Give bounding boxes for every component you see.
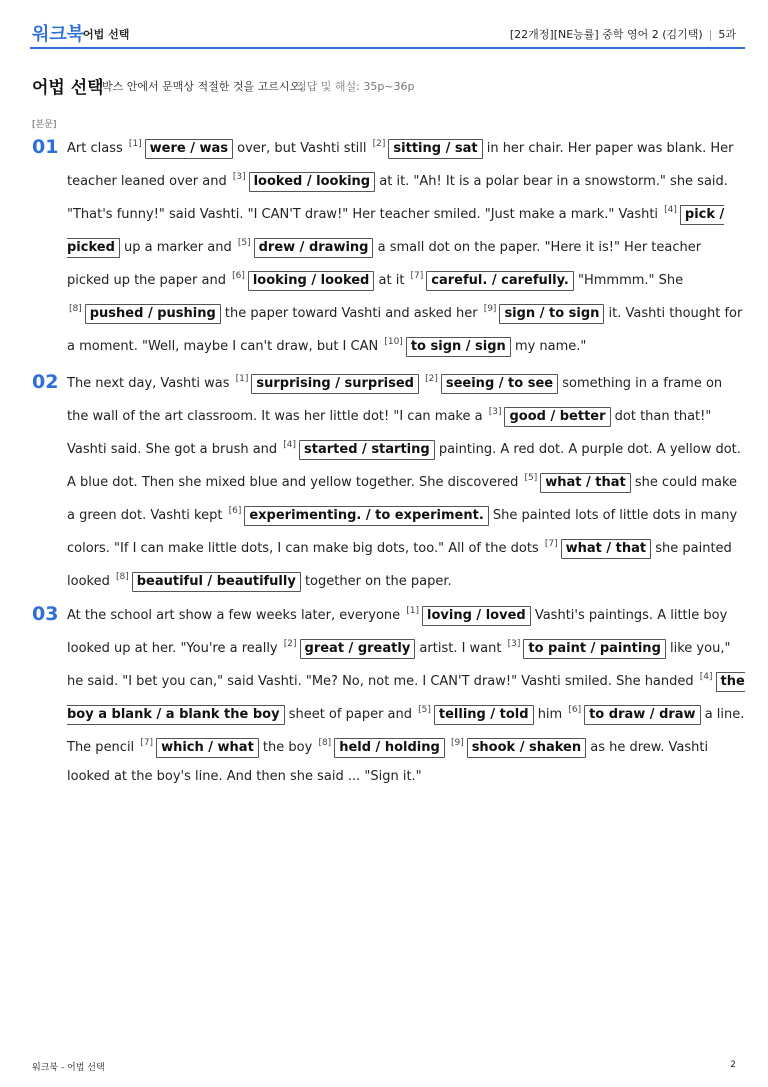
passage-text: painting. A red dot. A purple dot. A yellow dot. A blue dot. Then she mixed blue and yellow together. She discovered bbox=[67, 442, 741, 490]
passage-number-03: 03 bbox=[32, 603, 59, 625]
blank-number: [1] bbox=[128, 139, 142, 149]
blank-number: [5] bbox=[524, 473, 538, 483]
choice-box[interactable]: experimenting. / to experiment. bbox=[244, 506, 488, 526]
blank-number: [6] bbox=[568, 705, 582, 715]
passage-text: in her chair. Her paper was blank. Her teacher leaned over and bbox=[67, 141, 734, 189]
choice-box[interactable]: great / greatly bbox=[300, 639, 416, 659]
lesson-label: 5과 bbox=[718, 28, 736, 41]
passage-02 bbox=[67, 365, 747, 596]
passage-text: she painted looked bbox=[67, 541, 732, 589]
passage-text: artist. I want bbox=[415, 641, 506, 656]
page-number: 2 bbox=[730, 1060, 736, 1070]
blank-number: [5] bbox=[418, 705, 431, 715]
blank-number: [2] bbox=[372, 139, 386, 149]
blank-number: [4] bbox=[699, 672, 713, 682]
choice-box[interactable]: looking / looked bbox=[248, 271, 375, 291]
passage-text: She painted lots of little dots in many colors. "If I can make little dots, I can make big dots, too." All of the dots bbox=[67, 508, 738, 556]
book-title: [22개정][NE능률] 중학 영어 2 (김기택) bbox=[509, 28, 703, 41]
passage-text: she could make a green dot. Vashti kept bbox=[67, 475, 738, 523]
passage-text bbox=[445, 740, 449, 755]
passage-number-01: 01 bbox=[32, 136, 59, 158]
choice-box[interactable]: pushed / pushing bbox=[85, 304, 221, 324]
choice-box[interactable]: telling / told bbox=[434, 705, 534, 725]
passage-text: up a marker and bbox=[119, 240, 236, 255]
blank-number: [3] bbox=[232, 172, 246, 182]
passage-text: At the school art show a few weeks later, everyone bbox=[67, 608, 405, 623]
passage-text: Vashti's paintings. A little boy looked up at her. "You're a really bbox=[67, 608, 728, 656]
text-tag: [본문] bbox=[32, 120, 57, 130]
choice-box[interactable]: started / starting bbox=[299, 440, 435, 460]
blank-number: [6] bbox=[228, 506, 242, 516]
choice-box[interactable]: held / holding bbox=[334, 738, 445, 758]
passage-text: as he drew. Vashti looked at the boy's line. And then she said ... "Sign it." bbox=[67, 740, 709, 784]
passage-text: him bbox=[533, 707, 567, 722]
choice-box[interactable]: sitting / sat bbox=[388, 139, 482, 159]
answer-reference: 정답 및 해설: 35p~36p bbox=[296, 80, 415, 93]
choice-box[interactable]: good / better bbox=[504, 407, 610, 427]
book-info bbox=[510, 26, 736, 42]
choice-box[interactable]: the boy a blank / a blank the boy bbox=[67, 672, 745, 725]
blank-number: [4] bbox=[664, 205, 677, 215]
header-divider bbox=[30, 47, 745, 49]
passage-text bbox=[419, 376, 423, 391]
blank-number: [3] bbox=[488, 407, 502, 417]
choice-box[interactable]: drew / drawing bbox=[254, 238, 374, 258]
passage-text: Art class bbox=[67, 141, 127, 156]
passage-text: something in a frame on the wall of the art classroom. It was her little dot! "I can make a bbox=[67, 376, 723, 424]
choice-box[interactable]: careful. / carefully. bbox=[426, 271, 574, 291]
blank-number: [9] bbox=[483, 304, 497, 314]
blank-number: [3] bbox=[507, 639, 521, 649]
blank-number: [9] bbox=[450, 738, 464, 748]
choice-box[interactable]: which / what bbox=[156, 738, 259, 758]
choice-box[interactable]: surprising / surprised bbox=[251, 374, 419, 394]
passage-text: my name." bbox=[510, 339, 587, 354]
blank-number: [8] bbox=[318, 738, 332, 748]
blank-number: [7] bbox=[544, 539, 558, 549]
footer-label: 워크북 - 어법 선택 bbox=[32, 1063, 105, 1073]
section-title: 어법 선택 bbox=[32, 78, 104, 98]
choice-box[interactable]: what / that bbox=[540, 473, 631, 493]
choice-box[interactable]: seeing / to see bbox=[441, 374, 558, 394]
choice-box[interactable]: shook / shaken bbox=[467, 738, 586, 758]
header-separator: | bbox=[708, 28, 713, 41]
blank-number: [1] bbox=[235, 374, 249, 384]
blank-number: [8] bbox=[69, 304, 82, 314]
passage-text: a small dot on the paper. "Here it is!" Her teacher picked up the paper and bbox=[67, 240, 702, 288]
choice-box[interactable]: to draw / draw bbox=[584, 705, 700, 725]
blank-number: [1] bbox=[406, 606, 420, 616]
passage-01 bbox=[67, 130, 747, 361]
choice-box[interactable]: to sign / sign bbox=[406, 337, 511, 357]
blank-number: [5] bbox=[237, 238, 251, 248]
passage-text: the boy bbox=[258, 740, 317, 755]
passage-text: the paper toward Vashti and asked her bbox=[220, 306, 482, 321]
blank-number: [8] bbox=[115, 572, 129, 582]
passage-text: a line. The pencil bbox=[67, 707, 745, 755]
brand-title: 워크북 bbox=[32, 24, 85, 45]
passage-text: it. Vashti thought for a moment. "Well, maybe I can't draw, but I CAN bbox=[67, 306, 743, 354]
passage-text: sheet of paper and bbox=[284, 707, 417, 722]
blank-number: [2] bbox=[283, 639, 297, 649]
passage-text: together on the paper. bbox=[300, 574, 452, 589]
passage-text: like you," he said. "I bet you can," said Vashti. "Me? No, not me. I CAN'T draw!" Vashti smiled. She handed bbox=[67, 641, 731, 689]
choice-box[interactable]: pick / picked bbox=[67, 205, 724, 258]
blank-number: [10] bbox=[384, 337, 403, 347]
choice-box[interactable]: looked / looking bbox=[249, 172, 376, 192]
page-header bbox=[0, 0, 768, 50]
brand-subtitle: 어법 선택 bbox=[83, 28, 130, 41]
passage-text: at it bbox=[374, 273, 409, 288]
passage-text: "Hmmmm." She bbox=[573, 273, 684, 288]
passage-text: over, but Vashti still bbox=[233, 141, 371, 156]
blank-number: [6] bbox=[232, 271, 245, 281]
blank-number: [2] bbox=[425, 374, 438, 384]
choice-box[interactable]: what / that bbox=[561, 539, 652, 559]
blank-number: [7] bbox=[410, 271, 424, 281]
passage-text: dot than that!" Vashti said. She got a brush and bbox=[67, 409, 712, 457]
instruction-text: 박스 안에서 문맥상 적절한 것을 고르시오. bbox=[102, 80, 304, 93]
choice-box[interactable]: to paint / painting bbox=[523, 639, 666, 659]
blank-number: [7] bbox=[140, 738, 154, 748]
passage-number-02: 02 bbox=[32, 371, 59, 393]
choice-box[interactable]: sign / to sign bbox=[499, 304, 604, 324]
blank-number: [4] bbox=[283, 440, 297, 450]
choice-box[interactable]: beautiful / beautifully bbox=[132, 572, 301, 592]
choice-box[interactable]: were / was bbox=[145, 139, 233, 159]
passage-03 bbox=[67, 597, 747, 791]
passage-text: The next day, Vashti was bbox=[67, 376, 234, 391]
passage-text: at it. "Ah! It is a polar bear in a snowstorm." she said. "That's funny!" said Vashti. "I CAN'T draw!" Her teacher smiled. "Just make a mark." Vashti bbox=[67, 174, 728, 222]
choice-box[interactable]: loving / loved bbox=[422, 606, 531, 626]
